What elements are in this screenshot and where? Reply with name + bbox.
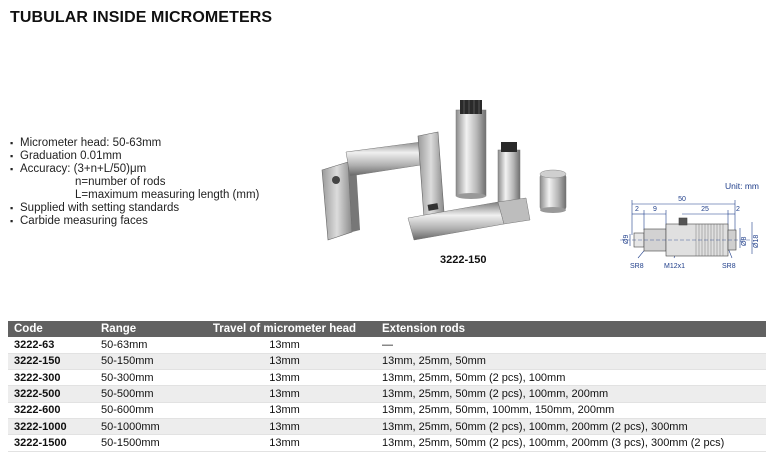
table-row <box>8 402 766 418</box>
cell-range: 50-600mm <box>95 402 193 418</box>
dim-dia-left: Ø9 <box>623 234 630 244</box>
col-code: Code <box>8 321 95 337</box>
label-sr-right: SR8 <box>722 263 736 270</box>
label-thread: M12x1 <box>664 263 686 270</box>
cell-travel: 13mm <box>193 418 376 434</box>
table-row <box>8 353 766 369</box>
cell-rods: 13mm, 25mm, 50mm (2 pcs), 100mm, 200mm (2 pcs), 300mm <box>376 418 766 434</box>
cell-rods: — <box>376 337 766 353</box>
dim-right: 2 <box>736 206 740 213</box>
table-header-row <box>8 321 766 337</box>
cell-travel: 13mm <box>193 435 376 451</box>
dim-dia-right-a: Ø8 <box>741 236 748 246</box>
table-row <box>8 370 766 386</box>
label-sr-left: SR8 <box>630 263 644 270</box>
spec-sub-item: n=number of rods <box>75 176 166 188</box>
col-range: Range <box>95 321 193 337</box>
cell-rods: 13mm, 25mm, 50mm (2 pcs), 100mm, 200mm (3 pcs), 300mm (2 pcs) <box>376 435 766 451</box>
cell-code: 3222-1500 <box>8 435 95 451</box>
cell-travel: 13mm <box>193 353 376 369</box>
extension-rod-medium <box>498 142 520 209</box>
col-extension-rods: Extension rods <box>376 321 766 337</box>
cell-code: 3222-600 <box>8 402 95 418</box>
photo-caption: 3222-150 <box>440 254 487 266</box>
cell-range: 50-150mm <box>95 353 193 369</box>
cell-code: 3222-500 <box>8 386 95 402</box>
cell-range: 50-1500mm <box>95 435 193 451</box>
spec-item: ▪ Graduation 0.01mm <box>10 150 259 163</box>
spec-sub-item: L=maximum measuring length (mm) <box>75 189 260 201</box>
cell-rods: 13mm, 25mm, 50mm, 100mm, 150mm, 200mm <box>376 402 766 418</box>
technical-drawing <box>600 190 770 275</box>
cell-range: 50-1000mm <box>95 418 193 434</box>
cell-travel: 13mm <box>193 337 376 353</box>
spec-item: ▪ Supplied with setting standards <box>10 202 259 215</box>
product-photo <box>318 92 580 248</box>
cell-rods: 13mm, 25mm, 50mm (2 pcs), 100mm, 200mm <box>376 386 766 402</box>
cell-travel: 13mm <box>193 402 376 418</box>
cell-code: 3222-150 <box>8 353 95 369</box>
spec-item: ▪ Micrometer head: 50-63mm <box>10 137 259 150</box>
page-title: TUBULAR INSIDE MICROMETERS <box>10 9 273 26</box>
cell-code: 3222-300 <box>8 370 95 386</box>
cell-code: 3222-1000 <box>8 418 95 434</box>
cell-range: 50-63mm <box>95 337 193 353</box>
col-travel: Travel of micrometer head <box>193 321 376 337</box>
dim-middle: 25 <box>701 206 709 213</box>
product-table <box>8 321 766 452</box>
cell-range: 50-500mm <box>95 386 193 402</box>
dim-dia-right-b: Ø18 <box>753 234 760 248</box>
spec-item: ▪ Accuracy: (3+n+L/50)μm <box>10 163 259 176</box>
table-row <box>8 386 766 402</box>
table-row <box>8 418 766 434</box>
table-row <box>8 337 766 353</box>
cell-travel: 13mm <box>193 386 376 402</box>
unit-label: Unit: mm <box>725 181 759 191</box>
dim-left-a: 2 <box>635 206 639 213</box>
cell-travel: 13mm <box>193 370 376 386</box>
cell-code: 3222-63 <box>8 337 95 353</box>
cell-rods: 13mm, 25mm, 50mm <box>376 353 766 369</box>
dim-left-b: 9 <box>653 206 657 213</box>
cell-rods: 13mm, 25mm, 50mm (2 pcs), 100mm <box>376 370 766 386</box>
extension-rod-large <box>456 100 486 199</box>
spec-item: ▪ Carbide measuring faces <box>10 215 259 228</box>
table-row <box>8 435 766 451</box>
extension-rod-small <box>540 170 566 213</box>
dim-overall: 50 <box>678 196 686 203</box>
cell-range: 50-300mm <box>95 370 193 386</box>
spec-list <box>10 137 259 228</box>
